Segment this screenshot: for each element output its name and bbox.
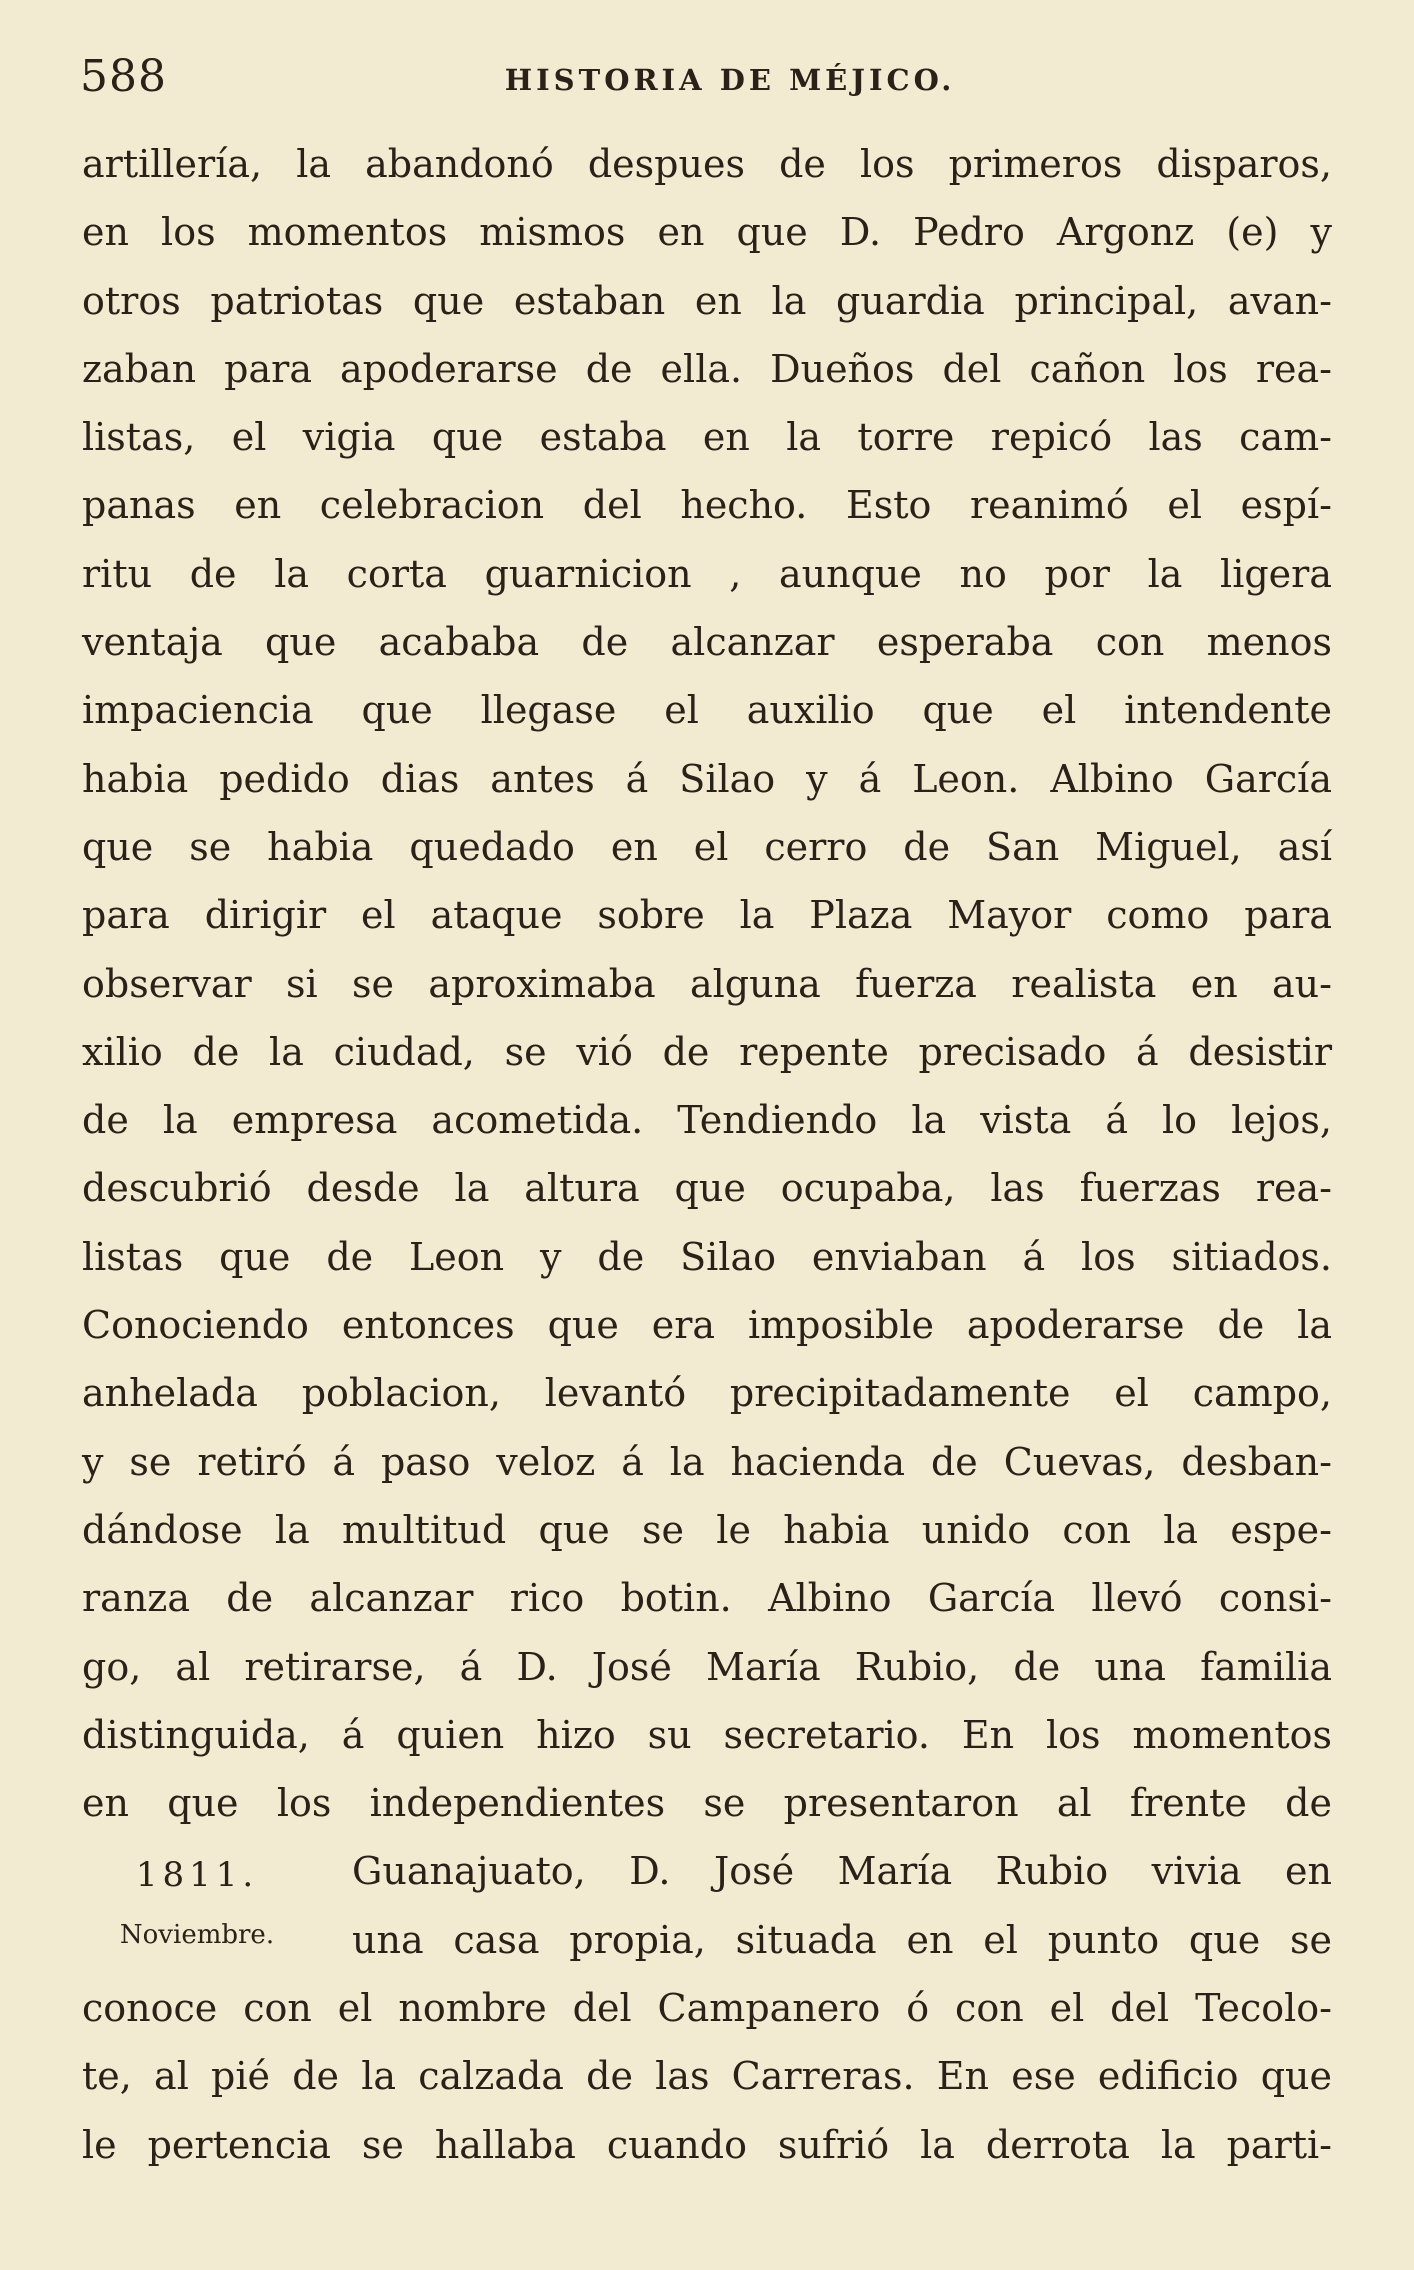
text-line: le pertencia se hallaba cuando sufrió la derrota la parti- (82, 2122, 1332, 2167)
text-line: Conociendo entonces que era imposible apoderarse de la (82, 1303, 1332, 1348)
text-line: listas, el vigia que estaba en la torre repicó las cam- (82, 415, 1332, 460)
page-number: 588 (80, 51, 167, 102)
text-line: ranza de alcanzar rico botin. Albino García llevó consi- (82, 1576, 1332, 1621)
text-line: impaciencia que llegase el auxilio que el intendente (82, 688, 1332, 733)
text-line: una casa propia, situada en el punto que se (352, 1917, 1332, 1962)
text-line: ritu de la corta guarnicion , aunque no por la ligera (82, 551, 1332, 596)
running-head: HISTORIA DE MÉJICO. (504, 63, 956, 97)
text-line: en que los independientes se presentaron al frente de (82, 1781, 1332, 1826)
text-line: de la empresa acometida. Tendiendo la vista á lo lejos, (82, 1098, 1332, 1143)
text-line: otros patriotas que estaban en la guardia principal, avan- (82, 278, 1332, 323)
text-line: ventaja que acababa de alcanzar esperaba con menos (82, 620, 1332, 665)
text-line: dándose la multitud que se le habia unido con la espe- (82, 1507, 1332, 1552)
text-line: zaban para apoderarse de ella. Dueños del cañon los rea- (82, 346, 1332, 391)
text-line: Guanajuato, D. José María Rubio vivia en (352, 1849, 1332, 1894)
text-line: en los momentos mismos en que D. Pedro Argonz (e) y (82, 210, 1332, 255)
text-line: listas que de Leon y de Silao enviaban á los sitiados. (82, 1234, 1332, 1279)
text-line: te, al pié de la calzada de las Carreras. En ese edificio que (82, 2054, 1332, 2099)
text-line: y se retiró á paso veloz á la hacienda de Cuevas, desban- (82, 1439, 1332, 1484)
text-line: para dirigir el ataque sobre la Plaza Mayor como para (82, 893, 1332, 938)
text-line: habia pedido dias antes á Silao y á Leon. Albino García (82, 756, 1332, 801)
text-line: distinguida, á quien hizo su secretario. En los momentos (82, 1712, 1332, 1757)
text-line: conoce con el nombre del Campanero ó con el del Tecolo- (82, 1986, 1332, 2031)
text-line: anhelada poblacion, levantó precipitadamente el campo, (82, 1371, 1332, 1416)
text-line: panas en celebracion del hecho. Esto reanimó el espí- (82, 483, 1332, 528)
text-line: artillería, la abandonó despues de los primeros disparos, (82, 142, 1332, 186)
text-line: descubrió desde la altura que ocupaba, las fuerzas rea- (82, 1166, 1332, 1211)
text-line: go, al retirarse, á D. José María Rubio, de una familia (82, 1644, 1332, 1689)
text-line: que se habia quedado en el cerro de San Miguel, así (82, 824, 1332, 869)
page-header (80, 52, 1340, 102)
text-line: xilio de la ciudad, se vió de repente precisado á desistir (82, 1029, 1332, 1074)
margin-note-month: Noviembre. (119, 1920, 275, 1950)
text-line: observar si se aproximaba alguna fuerza realista en au- (82, 961, 1332, 1006)
margin-note-year: 1811. (135, 1855, 259, 1895)
